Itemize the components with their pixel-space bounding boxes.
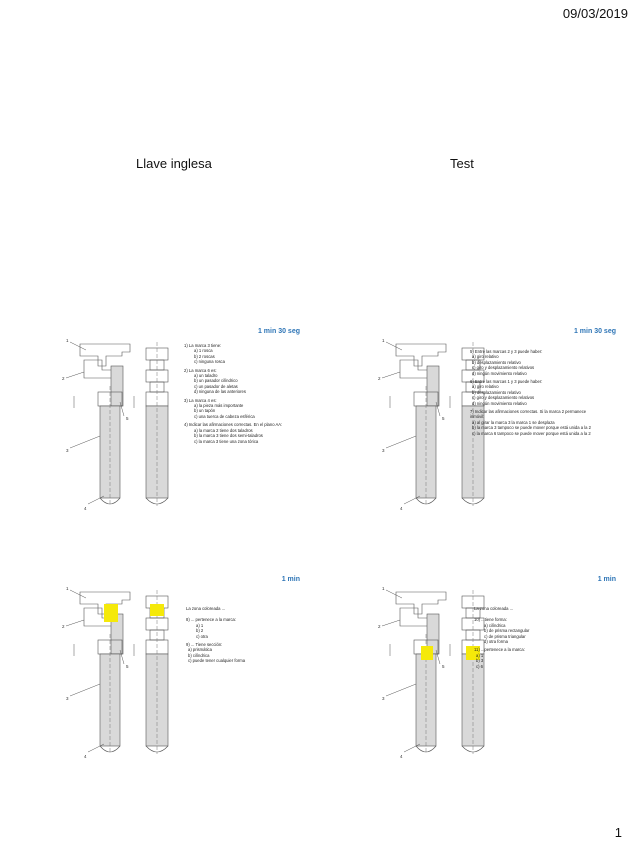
movable-jaw-outline (84, 360, 114, 378)
answer-option: a) un taladro (194, 373, 218, 379)
page-title-llave-inglesa: Llave inglesa (136, 156, 212, 171)
answer-option: b) la marca 3 tiene dos semi-taladros (194, 433, 263, 439)
answer-option: b) desplazamiento relativo (472, 389, 521, 395)
fixed-jaw-outline (396, 592, 446, 614)
part-number-label: 2 (378, 624, 381, 629)
part-number-label: 5 (126, 664, 129, 669)
leader-line (70, 590, 86, 598)
leader-line (386, 684, 416, 696)
slide-timer: 1 min (597, 576, 616, 583)
answer-option: d) otra forma (484, 639, 508, 645)
question-text: 11) ...pertenece a la marca: (474, 647, 525, 653)
question-text: 2) La marca 6 es: (184, 367, 217, 373)
answer-option: b) 2 roscas (194, 353, 215, 359)
leader-line (70, 342, 86, 350)
part-number-label: 1 (382, 586, 385, 591)
question-text: 3) La marca 4 es: (184, 397, 217, 403)
slide-intro: La zona coloreada ... (186, 606, 226, 611)
leader-line (386, 590, 402, 598)
part-number-label: 1 (66, 586, 69, 591)
answer-option: a) giro relativo (472, 384, 499, 390)
question-text: 1) La marca 3 tiene: (184, 343, 222, 348)
question-list (184, 340, 302, 444)
part-number-label: 2 (62, 376, 65, 381)
page-title-test: Test (450, 156, 474, 171)
highlighted-zone (104, 604, 118, 622)
part-number-label: 2 (62, 624, 65, 629)
answer-option: b) cilíndrica (188, 652, 210, 658)
question-text: 7) Indicar las afirmaciones correctas. Si la marca 2 permanece inmóvil: (470, 409, 587, 420)
part-number-label: 4 (84, 506, 87, 511)
highlighted-zone (421, 646, 433, 660)
leader-line (386, 342, 402, 350)
answer-option: c) una tuerca de cabeza esférica (194, 413, 255, 419)
part-number-label: 4 (400, 506, 403, 511)
handle-upper-section (111, 366, 123, 406)
fixed-jaw-outline (80, 344, 130, 366)
slide-timer: 1 min 30 seg (573, 328, 616, 335)
question-list (470, 346, 592, 436)
leader-line (70, 436, 100, 448)
leader-line (70, 684, 100, 696)
answer-option: b) 2 (196, 628, 204, 634)
answer-option: c) ninguna rosca (194, 359, 225, 365)
question-text: 8) ... pertenece a la marca: (186, 617, 237, 623)
answer-option: b) la marca 3 tampoco se puede mover porque está unida a la 2 (472, 425, 591, 431)
movable-jaw-outline (400, 360, 430, 378)
leader-line (66, 620, 84, 626)
slide-timer: 1 min (281, 576, 300, 583)
part-number-label: 3 (66, 696, 69, 701)
slide-3 (10, 574, 308, 764)
question-list (474, 606, 596, 669)
answer-option: b) de prisma rectangular (484, 628, 530, 634)
answer-option: a) 1 (476, 652, 484, 658)
question-text: 6) Entre las marcas 1 y 3 puede haber: (470, 379, 543, 385)
answer-option: a) la marca 2 tiene dos taladros (194, 427, 253, 433)
question-text: 10) ...tiene forma: (474, 617, 507, 623)
question-text: 9) ... Tiene sección: (186, 642, 223, 648)
page-number: 1 (614, 825, 622, 840)
answer-option: c) giro y desplazamiento relativos (472, 365, 535, 371)
answer-option: a) cilíndrica (484, 622, 506, 628)
slide-timer: 1 min 30 seg (257, 328, 300, 335)
highlighted-zone (150, 604, 164, 616)
leader-line (386, 436, 416, 448)
leader-line (382, 620, 400, 626)
wrench-drawing (10, 574, 308, 764)
question-text: 4) Indicar las afirmaciones correctas. En el plano AA: (184, 422, 283, 428)
part-number-label: 3 (382, 696, 385, 701)
question-text: 5) Entre las marcas 2 y 3 puede haber: (470, 349, 543, 354)
answer-option: d) ningún movimiento relativo (472, 370, 527, 376)
movable-jaw-outline (400, 608, 430, 626)
answer-option: c) 6 (476, 663, 483, 669)
part-number-label: 4 (400, 754, 403, 759)
part-number-label: 4 (84, 754, 87, 759)
answer-option: a) al girar la marca 3 la marca 1 se desplaza (472, 419, 555, 425)
part-number-label: 3 (382, 448, 385, 453)
answer-option: a) 1 (196, 622, 204, 628)
handle-upper-section (427, 366, 439, 406)
leader-line (66, 372, 84, 378)
answer-option: c) un pasador de aletas (194, 383, 238, 389)
part-number-label: 5 (442, 664, 445, 669)
answer-option: c) de prisma triangular (484, 633, 526, 639)
answer-option: c) puede tener cualquier forma (188, 658, 246, 664)
answer-option: c) la marca 6 tampoco se puede mover porque está unida a la 2 (472, 430, 591, 436)
slide-intro: La zona coloreada ... (474, 606, 514, 611)
answer-option: c) otra (196, 633, 208, 639)
answer-option: b) un tapón (194, 408, 216, 414)
answer-option: a) la pieza más importante (194, 403, 244, 409)
answer-option: c) giro y desplazamiento relativos (472, 395, 535, 401)
answer-option: a) 1 rosca (194, 348, 213, 354)
answer-option: b) 3 (476, 658, 484, 664)
answer-option: a) giro relativo (472, 354, 499, 360)
part-number-label: 5 (126, 416, 129, 421)
part-number-label: 1 (382, 338, 385, 343)
fixed-jaw-outline (396, 344, 446, 366)
answer-option: a) prismática (188, 647, 212, 653)
question-list (186, 606, 304, 664)
print-date: 09/03/2019 (562, 6, 628, 21)
answer-option: b) un pasador cilíndrico (194, 378, 238, 384)
answer-option: b) desplazamiento relativo (472, 359, 521, 365)
leader-line (382, 372, 400, 378)
answer-option: d) ninguna de las anteriores (194, 389, 246, 395)
part-number-label: 1 (66, 338, 69, 343)
part-number-label: 3 (66, 448, 69, 453)
answer-option: c) la marca 3 tiene una zona tórica (194, 438, 259, 444)
slide-2 (326, 326, 624, 516)
part-number-label: 5 (442, 416, 445, 421)
part-number-label: 2 (378, 376, 381, 381)
answer-option: d) ningún movimiento relativo (472, 400, 527, 406)
slide-4 (326, 574, 624, 764)
slide-1 (10, 326, 308, 516)
